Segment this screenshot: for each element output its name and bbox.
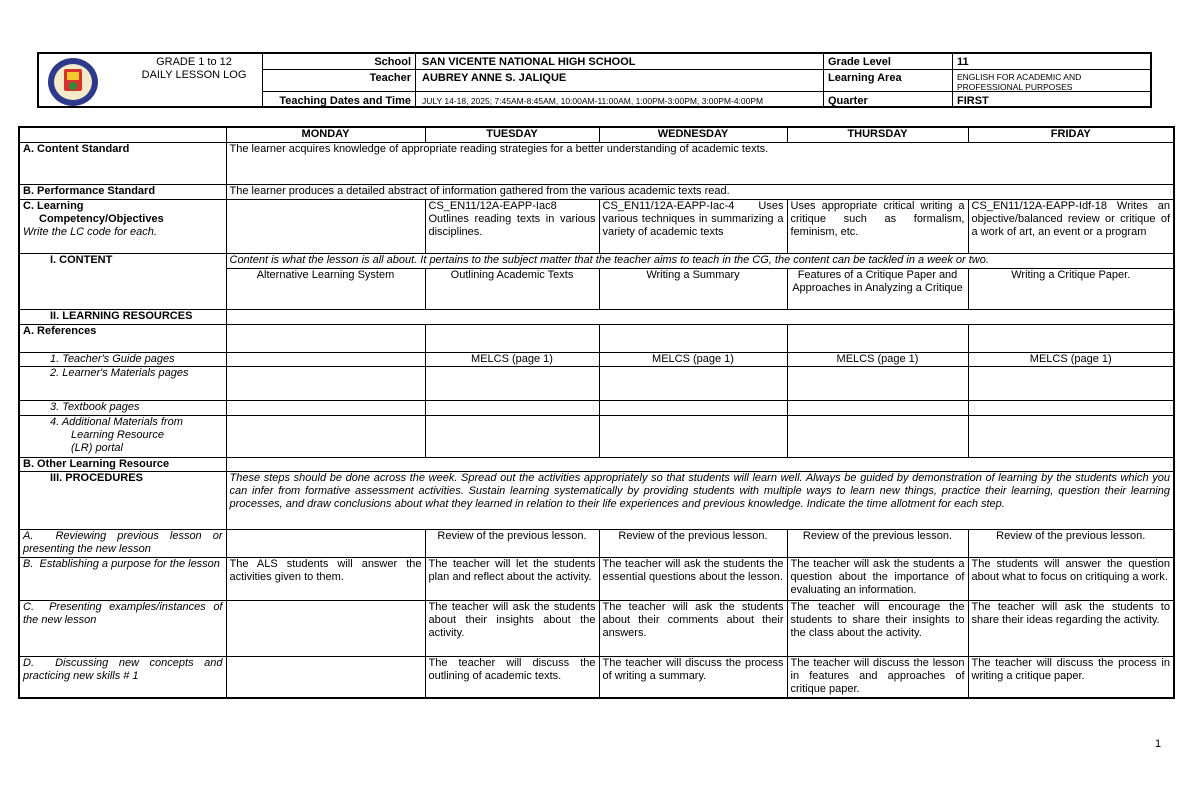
competency-thursday: Uses appropriate critical writing a critique such as formalism, feminism, etc. [787, 199, 968, 253]
proc-d-monday [226, 656, 425, 698]
grade-level-value: 11 [957, 56, 969, 68]
procedure-d-label: D. Discussing new concepts and practicing new skills # 1 [19, 656, 226, 698]
competency-label-line1: C. Learning [23, 199, 84, 212]
procedures-label: III. PROCEDURES [19, 471, 226, 529]
tg-tuesday: MELCS (page 1) [425, 352, 599, 366]
proc-a-friday: Review of the previous lesson. [968, 529, 1174, 557]
learning-area-value: ENGLISH FOR ACADEMIC AND PROFESSIONAL PURPOSES [957, 72, 1082, 92]
proc-a-monday [226, 529, 425, 557]
procedure-row-a [19, 529, 1174, 557]
proc-b-monday: The ALS students will answer the activities given to them. [226, 557, 425, 600]
topic-tuesday: Outlining Academic Texts [425, 268, 599, 309]
log-title: DAILY LESSON LOG [141, 69, 247, 81]
additional-materials-row [19, 415, 1174, 457]
proc-b-wednesday: The teacher will ask the students the essential questions about the lesson. [599, 557, 787, 600]
other-resource-row [19, 457, 1174, 471]
proc-d-wednesday: The teacher will discuss the process of writing a summary. [599, 656, 787, 698]
tg-friday: MELCS (page 1) [968, 352, 1174, 366]
teachers-guide-row [19, 352, 1174, 366]
procedures-row [19, 471, 1174, 529]
day-monday: MONDAY [226, 127, 425, 142]
competency-monday [226, 199, 425, 253]
teacher-value: AUBREY ANNE S. JALIQUE [422, 72, 567, 84]
procedure-c-label: C. Presenting examples/instances of the new lesson [19, 600, 226, 656]
other-resource-label: B. Other Learning Resource [19, 457, 226, 471]
day-friday: FRIDAY [968, 127, 1174, 142]
grade-range: GRADE 1 to 12 [156, 56, 232, 68]
teachers-guide-label: 1. Teacher's Guide pages [19, 352, 226, 366]
competency-wednesday: CS_EN11/12A-EAPP-Iac-4 Uses various techniques in summarizing a variety of academic texts [599, 199, 787, 253]
proc-a-wednesday: Review of the previous lesson. [599, 529, 787, 557]
teacher-label: Teacher [369, 72, 411, 84]
procedure-b-label: B. Establishing a purpose for the lesson [19, 557, 226, 600]
learners-materials-label: 2. Learner's Materials pages [19, 366, 226, 400]
tg-wednesday: MELCS (page 1) [599, 352, 787, 366]
day-thursday: THURSDAY [787, 127, 968, 142]
performance-standard-row [19, 184, 1174, 199]
competency-friday: CS_EN11/12A-EAPP-Idf-18 Writes an objective/balanced review or critique of a work of art, an event or a program [968, 199, 1174, 253]
proc-b-friday: The students will answer the question about what to focus on critiquing a work. [968, 557, 1174, 600]
proc-c-wednesday: The teacher will ask the students about their comments about their answers. [599, 600, 787, 656]
learners-materials-row [19, 366, 1174, 400]
procedures-note: These steps should be done across the week. Spread out the activities appropriately so that students will learn well. Always be guided by demonstration of learning by the students which you can infer from formative assessment activities. Sustain learning systematically by providing students with multiple ways to learn new things, practice their learning, question their learning processes, and draw conclusions about what they learned in relation to their life experiences and previous knowledge. Indicate the time allotment for each step. [226, 471, 1174, 529]
proc-d-friday: The teacher will discuss the process in writing a critique paper. [968, 656, 1174, 698]
learning-resources-label: II. LEARNING RESOURCES [19, 309, 226, 324]
day-header-row [19, 127, 1174, 142]
header-block [37, 52, 1152, 108]
proc-c-thursday: The teacher will encourage the students to share their insights to the class about the activity. [787, 600, 968, 656]
procedure-row-c [19, 600, 1174, 656]
competency-label [19, 199, 226, 253]
references-label: A. References [19, 324, 226, 352]
content-standard-label: A. Content Standard [19, 142, 226, 184]
competency-row [19, 199, 1174, 253]
procedure-row-d [19, 656, 1174, 698]
proc-c-monday [226, 600, 425, 656]
tg-monday [226, 352, 425, 366]
proc-a-tuesday: Review of the previous lesson. [425, 529, 599, 557]
performance-standard-text: The learner produces a detailed abstract of information gathered from the various academic texts read. [226, 184, 1174, 199]
grade-and-title [109, 56, 279, 82]
quarter-label: Quarter [828, 95, 868, 107]
day-wednesday: WEDNESDAY [599, 127, 787, 142]
competency-label-note: Write the LC code for each. [23, 225, 157, 238]
proc-a-thursday: Review of the previous lesson. [787, 529, 968, 557]
content-note: Content is what the lesson is all about. It pertains to the subject matter that the teacher aims to teach in the CG, the content can be tackled in a week or two. [226, 253, 1174, 268]
content-standard-row [19, 142, 1174, 184]
school-value: SAN VICENTE NATIONAL HIGH SCHOOL [422, 56, 636, 68]
additional-materials-label: 4. Additional Materials from Learning Resource (LR) portal [19, 415, 226, 457]
proc-b-tuesday: The teacher will let the students plan and reflect about the activity. [425, 557, 599, 600]
procedure-a-label: A. Reviewing previous lesson or presenting the new lesson [19, 529, 226, 557]
learning-area-label: Learning Area [828, 72, 902, 84]
dates-value: JULY 14-18, 2025; 7:45AM-8:45AM, 10:00AM-11:00AM, 1:00PM-3:00PM, 3:00PM-4:00PM [422, 96, 764, 106]
quarter-value: FIRST [957, 95, 989, 107]
proc-c-friday: The teacher will ask the students to share their ideas regarding the activity. [968, 600, 1174, 656]
day-tuesday: TUESDAY [425, 127, 599, 142]
learning-resources-row [19, 309, 1174, 324]
procedure-row-b [19, 557, 1174, 600]
tg-thursday: MELCS (page 1) [787, 352, 968, 366]
proc-d-thursday: The teacher will discuss the lesson in features and approaches of critique paper. [787, 656, 968, 698]
topic-friday: Writing a Critique Paper. [968, 268, 1174, 309]
competency-label-line2: Competency/Objectives [39, 212, 164, 225]
topic-thursday: Features of a Critique Paper and Approaches in Analyzing a Critique [787, 268, 968, 309]
textbook-label: 3. Textbook pages [19, 400, 226, 415]
content-label: I. CONTENT [19, 253, 226, 309]
proc-c-tuesday: The teacher will ask the students about their insights about the activity. [425, 600, 599, 656]
references-row [19, 324, 1174, 352]
dates-label: Teaching Dates and Time [279, 95, 411, 107]
content-note-row [19, 253, 1174, 268]
daily-lesson-log-table [18, 126, 1175, 699]
textbook-row [19, 400, 1174, 415]
competency-tuesday: CS_EN11/12A-EAPP-Iac8 Outlines reading texts in various disciplines. [425, 199, 599, 253]
grade-level-label: Grade Level [828, 56, 891, 68]
deped-seal-icon [47, 57, 99, 107]
topic-wednesday: Writing a Summary [599, 268, 787, 309]
corner-cell [19, 127, 226, 142]
content-standard-text: The learner acquires knowledge of appropriate reading strategies for a better understanding of academic texts. [226, 142, 1174, 184]
topic-monday: Alternative Learning System [226, 268, 425, 309]
school-label: School [374, 56, 411, 68]
page-number: 1 [1155, 738, 1162, 750]
performance-standard-label: B. Performance Standard [19, 184, 226, 199]
proc-d-tuesday: The teacher will discuss the outlining of academic texts. [425, 656, 599, 698]
proc-b-thursday: The teacher will ask the students a question about the importance of evaluating an information. [787, 557, 968, 600]
